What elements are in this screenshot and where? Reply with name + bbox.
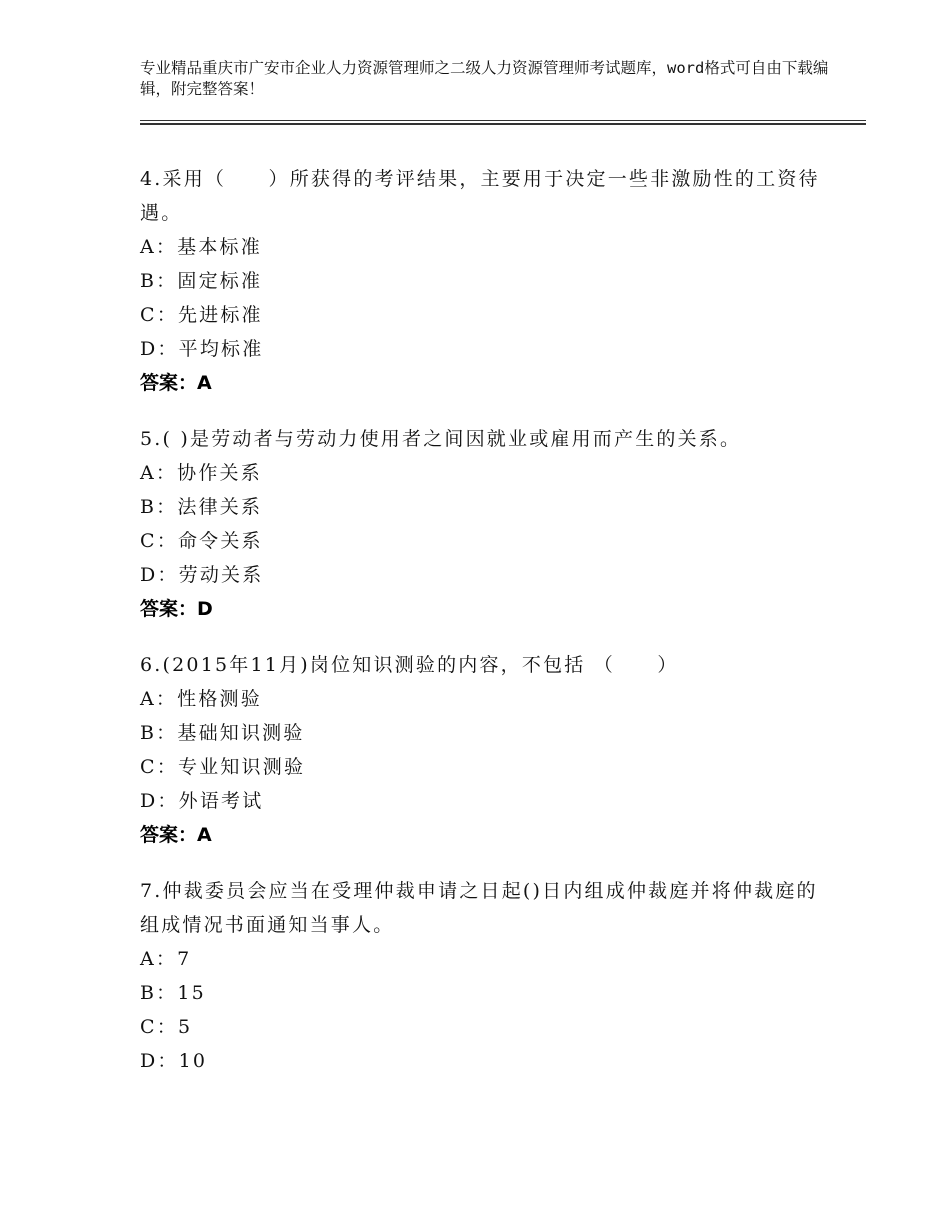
option-b: B：基础知识测验 xyxy=(140,722,305,744)
question-item xyxy=(140,162,820,400)
option-b: B：法律关系 xyxy=(140,496,263,518)
question-item xyxy=(140,422,820,626)
option-c: C：命令关系 xyxy=(140,530,263,552)
option-c: C：专业知识测验 xyxy=(140,756,306,778)
option-d: D：外语考试 xyxy=(140,790,264,812)
answer-text: 答案：A xyxy=(140,372,212,394)
document-header: 专业精品重庆市广安市企业人力资源管理师之二级人力资源管理师考试题库，word格式可自由下载编辑，附完整答案！ xyxy=(140,59,829,98)
question-item xyxy=(140,874,820,1078)
header-divider-top xyxy=(140,120,866,121)
question-text: 7.仲裁委员会应当在受理仲裁申请之日起()日内组成仲裁庭并将仲裁庭的组成情况书面通知当事人。 xyxy=(140,880,818,936)
question-list xyxy=(140,162,820,1100)
option-a: A：性格测验 xyxy=(140,688,262,710)
answer-text: 答案：A xyxy=(140,824,212,846)
header-divider-bottom xyxy=(140,123,866,125)
question-text: 5.( )是劳动者与劳动力使用者之间因就业或雇用而产生的关系。 xyxy=(140,428,742,450)
option-a: A：协作关系 xyxy=(140,462,262,484)
answer-text: 答案：D xyxy=(140,598,213,620)
question-text: 6.(2015年11月)岗位知识测验的内容，不包括 （ ） xyxy=(140,654,679,676)
option-d: D：平均标准 xyxy=(140,338,264,360)
option-d: D：劳动关系 xyxy=(140,564,264,586)
option-a: A：基本标准 xyxy=(140,236,262,258)
question-text: 4.采用（ ）所获得的考评结果，主要用于决定一些非激励性的工资待遇。 xyxy=(140,168,820,224)
option-b: B：固定标准 xyxy=(140,270,263,292)
option-c: C：5 xyxy=(140,1016,193,1038)
option-c: C：先进标准 xyxy=(140,304,263,326)
option-b: B：15 xyxy=(140,982,206,1004)
question-item xyxy=(140,648,820,852)
option-a: A：7 xyxy=(140,948,192,970)
option-d: D：10 xyxy=(140,1050,208,1072)
